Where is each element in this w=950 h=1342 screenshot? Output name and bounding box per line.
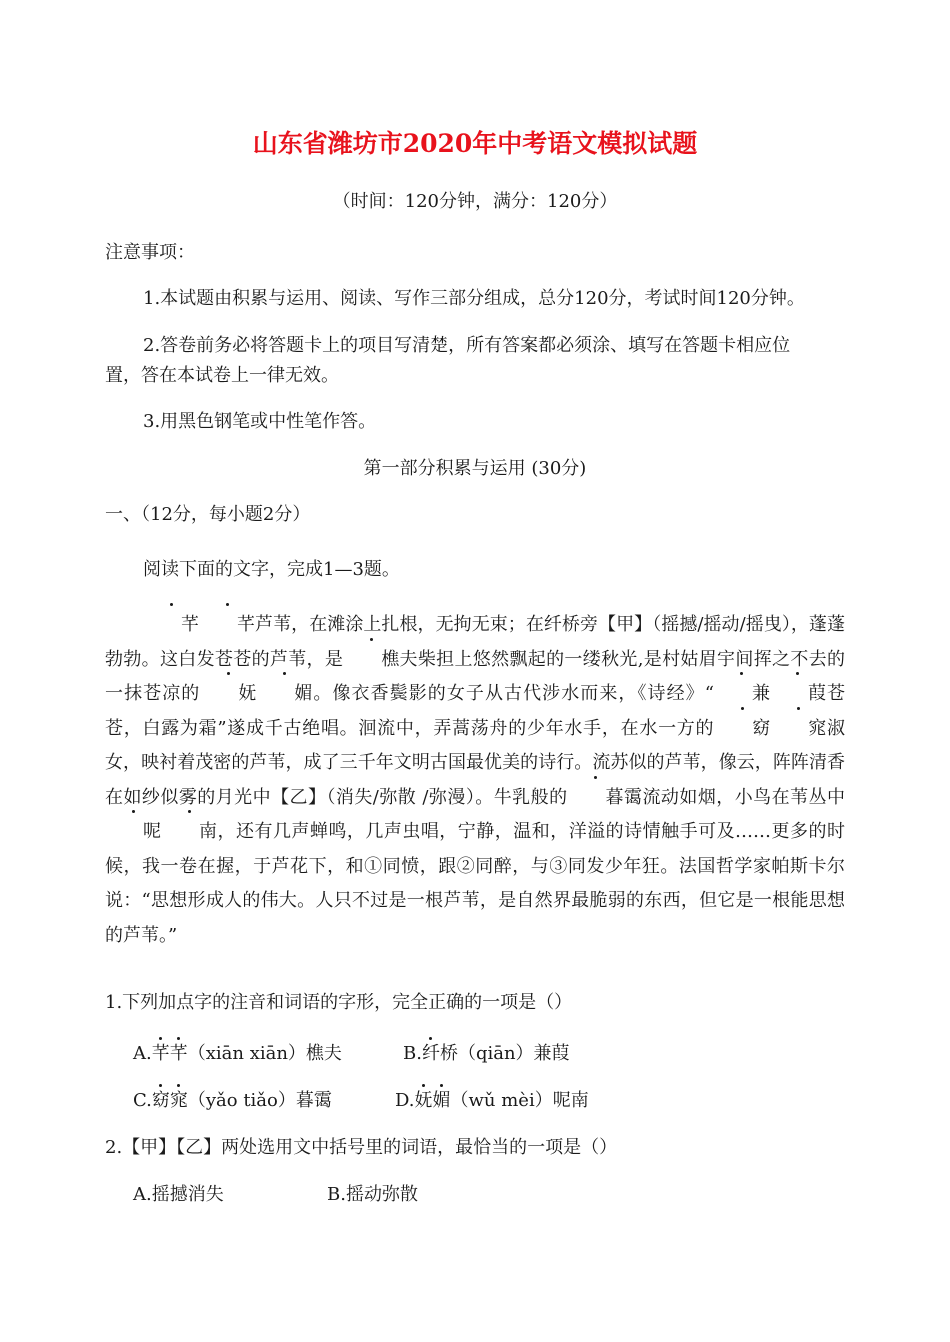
emphasis-char: 樵 xyxy=(343,643,399,678)
emphasis-char: 纤 xyxy=(421,1043,440,1064)
dotted-text xyxy=(422,1043,440,1064)
emphasis-char: 窈 xyxy=(714,712,770,747)
emphasis-char: 南 xyxy=(161,815,217,850)
passage-text: 夫柴担上悠然飘起的一缕秋光,是村姑眉宇间挥之不去的一抹苍凉的 xyxy=(105,648,845,704)
emphasis-char: 芊 xyxy=(143,608,199,643)
emphasis-char: 兼 xyxy=(714,677,770,712)
notice-item: 3.用黑色钢笔或中性笔作答。 xyxy=(143,411,377,432)
dotted-text xyxy=(152,1043,188,1064)
option-a xyxy=(133,1042,342,1066)
option-text: （wǔ mèi）呢南 xyxy=(450,1090,589,1111)
notice-heading: 注意事项： xyxy=(105,242,195,263)
emphasis-char: 妩 xyxy=(200,677,256,712)
option-text: 桥（qiān）兼葭 xyxy=(439,1043,570,1064)
passage-text: 淑女，映衬着茂密的芦苇，成了三千年文明古国最优美的诗行。流苏似的芦苇，像云，阵阵清香在如纱似雾的月光中【乙】（消失/弥散 /弥漫）。牛乳般的 xyxy=(105,717,846,808)
emphasis-char: 芊 xyxy=(151,1043,170,1064)
notice-item: 1.本试题由积累与运用、阅读、写作三部分组成，总分120分，考试时间120分钟。 xyxy=(143,288,805,309)
option-prefix: B. xyxy=(403,1043,422,1064)
emphasis-char: 葭 xyxy=(770,677,826,712)
emphasis-char: 媚 xyxy=(256,677,312,712)
question-stem: 2.【甲】【乙】两处选用文中括号里的词语，最恰当的一项是（） xyxy=(105,1137,618,1158)
option-b xyxy=(403,1042,570,1066)
emphasis-char: 芊 xyxy=(199,608,255,643)
passage-text: 。像衣香鬓影的女子从古代涉水而来，《诗经》“ xyxy=(312,683,714,704)
emphasis-char: 媚 xyxy=(432,1090,451,1111)
option-b: B.摇动弥散 xyxy=(327,1184,418,1205)
option-text: （yǎo tiǎo）暮霭 xyxy=(187,1090,332,1111)
option-prefix: D. xyxy=(395,1090,415,1111)
dotted-text xyxy=(415,1090,451,1111)
section-heading: 一、（12分，每小题2分） xyxy=(105,504,311,525)
option-prefix: A. xyxy=(133,1043,152,1064)
option-d xyxy=(395,1089,589,1113)
option-text: （xiān xiān）樵夫 xyxy=(187,1043,342,1064)
emphasis-char: 芊 xyxy=(169,1043,188,1064)
dotted-text xyxy=(152,1090,188,1111)
reading-passage xyxy=(105,608,845,953)
part-heading: 第一部分积累与运用 (30分) xyxy=(363,458,587,479)
question-stem: 1.下列加点字的注音和词语的字形，完全正确的一项是（） xyxy=(105,992,573,1013)
option-prefix: C. xyxy=(133,1090,152,1111)
emphasis-char: 窕 xyxy=(770,712,826,747)
option-a: A.摇撼消失 xyxy=(133,1184,224,1205)
notice-item-continued: 置，答在本试卷上一律无效。 xyxy=(105,365,339,386)
page-title: 山东省潍坊市2020年中考语文模拟试题 xyxy=(252,129,698,158)
emphasis-char: 暮 xyxy=(568,781,624,816)
passage-instruction: 阅读下面的文字，完成1—3题。 xyxy=(143,559,400,580)
emphasis-char: 妩 xyxy=(414,1090,433,1111)
passage-text: 霭流动如烟，小鸟在苇丛中 xyxy=(623,786,845,808)
passage-text: 苍苍，白露为霜”遂成千古绝唱。洄流中，弄蒿荡舟的少年水手，在水一方的 xyxy=(105,683,846,739)
emphasis-char: 呢 xyxy=(105,815,161,850)
emphasis-char: 窈 xyxy=(151,1090,170,1111)
option-c xyxy=(133,1089,332,1113)
passage-text: 芦苇，在滩涂上扎根，无拘无束；在纤桥旁【甲】（摇撼/摇动/摇曳），蓬蓬勃勃。这白发苍苍的芦苇，是 xyxy=(105,614,845,670)
passage-text: ，还有几声蝉鸣，几声虫唱，宁静，温和，洋溢的诗情触手可及……更多的时候，我一卷在握，于芦花下，和①同愤，跟②同醉，与③同发少年狂。法国哲学家帕斯卡尔说：“思想形成人的伟大。人只不过是一根芦苇，是自然界最脆弱的东西，但它是一根能思想的芦苇。” xyxy=(105,821,845,946)
emphasis-char: 窕 xyxy=(169,1090,188,1111)
time-info: （时间：120分钟，满分：120分） xyxy=(332,191,618,212)
notice-item: 2.答卷前务必将答题卡上的项目写清楚，所有答案都必须涂、填写在答题卡相应位 xyxy=(143,335,791,356)
